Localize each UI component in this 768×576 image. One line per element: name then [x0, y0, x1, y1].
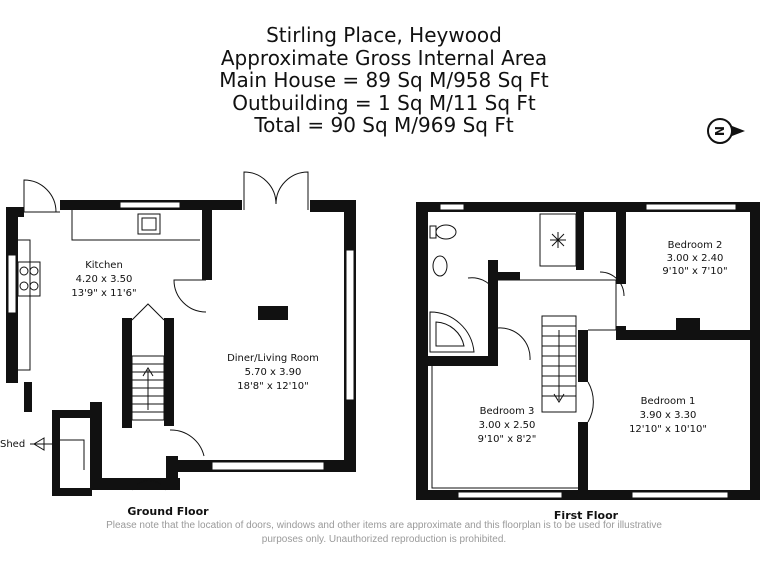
- toilet-icon: [436, 225, 456, 239]
- north-arrow-icon: [708, 119, 745, 143]
- basin-icon: [433, 256, 447, 276]
- shed-door-swing: [58, 440, 84, 470]
- landing-wall: [498, 272, 520, 280]
- bedroom2-imperial: 9'10" x 7'10": [662, 266, 728, 277]
- kitchen-metric: 4.20 x 3.50: [75, 274, 133, 285]
- disclaimer-line-1: Please note that the location of doors, windows and other items are approximate and this floorplan is to be used for illustrative: [106, 520, 662, 531]
- bedroom2-metric: 3.00 x 2.40: [666, 253, 724, 264]
- first-floor-east-wall: [750, 202, 760, 500]
- kitchen-counter-top: [72, 210, 200, 240]
- hob-ring: [20, 282, 28, 290]
- kitchen-sink: [138, 214, 160, 234]
- french-door-right: [276, 172, 308, 210]
- bedroom2-window: [646, 204, 736, 210]
- property-title: Stirling Place, Heywood: [266, 23, 502, 47]
- hall-door-swing: [132, 304, 164, 320]
- internal-door-swing: [174, 280, 206, 312]
- bedroom1-door-swing: [588, 382, 593, 422]
- cupboard-wall: [576, 212, 584, 270]
- bedroom3-door-swing: [498, 328, 530, 360]
- bedroom3-metric: 3.00 x 2.50: [478, 420, 536, 431]
- first-floor-label: First Floor: [553, 509, 619, 520]
- kitchen-counter: [18, 240, 30, 370]
- hob-ring: [30, 267, 38, 275]
- wall-segment: [24, 382, 32, 412]
- bathroom-east-wall: [488, 260, 498, 366]
- shed-west-wall: [52, 410, 60, 494]
- stair-wall: [122, 318, 132, 428]
- diner-metric: 5.70 x 3.90: [244, 367, 302, 378]
- hall-wall: [164, 318, 174, 426]
- disclaimer: [40, 519, 728, 547]
- first-floor-west-wall: [416, 202, 428, 500]
- ground-floor-label: Ground Floor: [127, 505, 209, 518]
- wall-segment: [166, 456, 178, 490]
- diner-south-window: [212, 462, 324, 470]
- chimney-breast: [676, 318, 700, 332]
- bedroom1-name: Bedroom 1: [640, 396, 696, 407]
- fireplace: [258, 306, 288, 320]
- bedroom1-west-wall-lower: [578, 422, 588, 490]
- bedroom1-imperial: 12'10" x 10'10": [629, 424, 707, 435]
- cistern: [430, 226, 436, 238]
- bathroom-window: [440, 204, 464, 210]
- bedroom3-window: [458, 492, 562, 498]
- diner-imperial: 18'8" x 12'10": [237, 381, 309, 392]
- bedroom3-imperial: 9'10" x 8'2": [477, 434, 537, 445]
- hob-ring: [20, 267, 28, 275]
- bath-inner: [436, 322, 464, 346]
- bedroom2-name: Bedroom 2: [667, 240, 723, 251]
- kitchen-name: Kitchen: [85, 260, 123, 271]
- ground-floor-stairs: [132, 356, 164, 420]
- bedroom1-west-wall: [578, 330, 588, 382]
- kitchen-imperial: 13'9" x 11'6": [71, 288, 137, 299]
- disclaimer-line-2: purposes only. Unauthorized reproduction is prohibited.: [261, 534, 507, 545]
- landing-outline: [498, 280, 616, 330]
- shed-south-wall: [52, 488, 92, 496]
- bedroom3-name: Bedroom 3: [479, 406, 535, 417]
- main-house-area: Main House = 89 Sq M/958 Sq Ft: [219, 68, 549, 92]
- compass-letter: N: [712, 125, 726, 137]
- diner-name: Diner/Living Room: [227, 353, 319, 364]
- hob: [18, 262, 40, 296]
- kitchen-diner-wall: [202, 200, 212, 280]
- wall-segment: [6, 207, 24, 217]
- diner-door-swing: [170, 430, 204, 456]
- hob-ring: [30, 282, 38, 290]
- total-area: Total = 90 Sq M/969 Sq Ft: [254, 113, 514, 137]
- shed-label: Shed: [0, 439, 26, 450]
- area-subtitle: Approximate Gross Internal Area: [220, 45, 548, 70]
- bathroom-south-wall: [428, 356, 494, 366]
- sink-bowl: [142, 218, 156, 230]
- kitchen-window: [120, 202, 180, 208]
- diner-east-window: [346, 250, 354, 400]
- kitchen-door-swing: [24, 180, 56, 212]
- french-door-left: [244, 172, 276, 210]
- first-floor-plan: [416, 202, 760, 520]
- ground-floor-plan: [0, 172, 356, 518]
- first-floor-stairs: [542, 316, 576, 412]
- bedroom1-metric: 3.90 x 3.30: [639, 410, 697, 421]
- outbuilding-area: Outbuilding = 1 Sq M/11 Sq Ft: [232, 90, 536, 115]
- bedroom1-window: [632, 492, 728, 498]
- bedroom2-west-wall: [616, 212, 626, 284]
- kitchen-side-window: [8, 255, 16, 313]
